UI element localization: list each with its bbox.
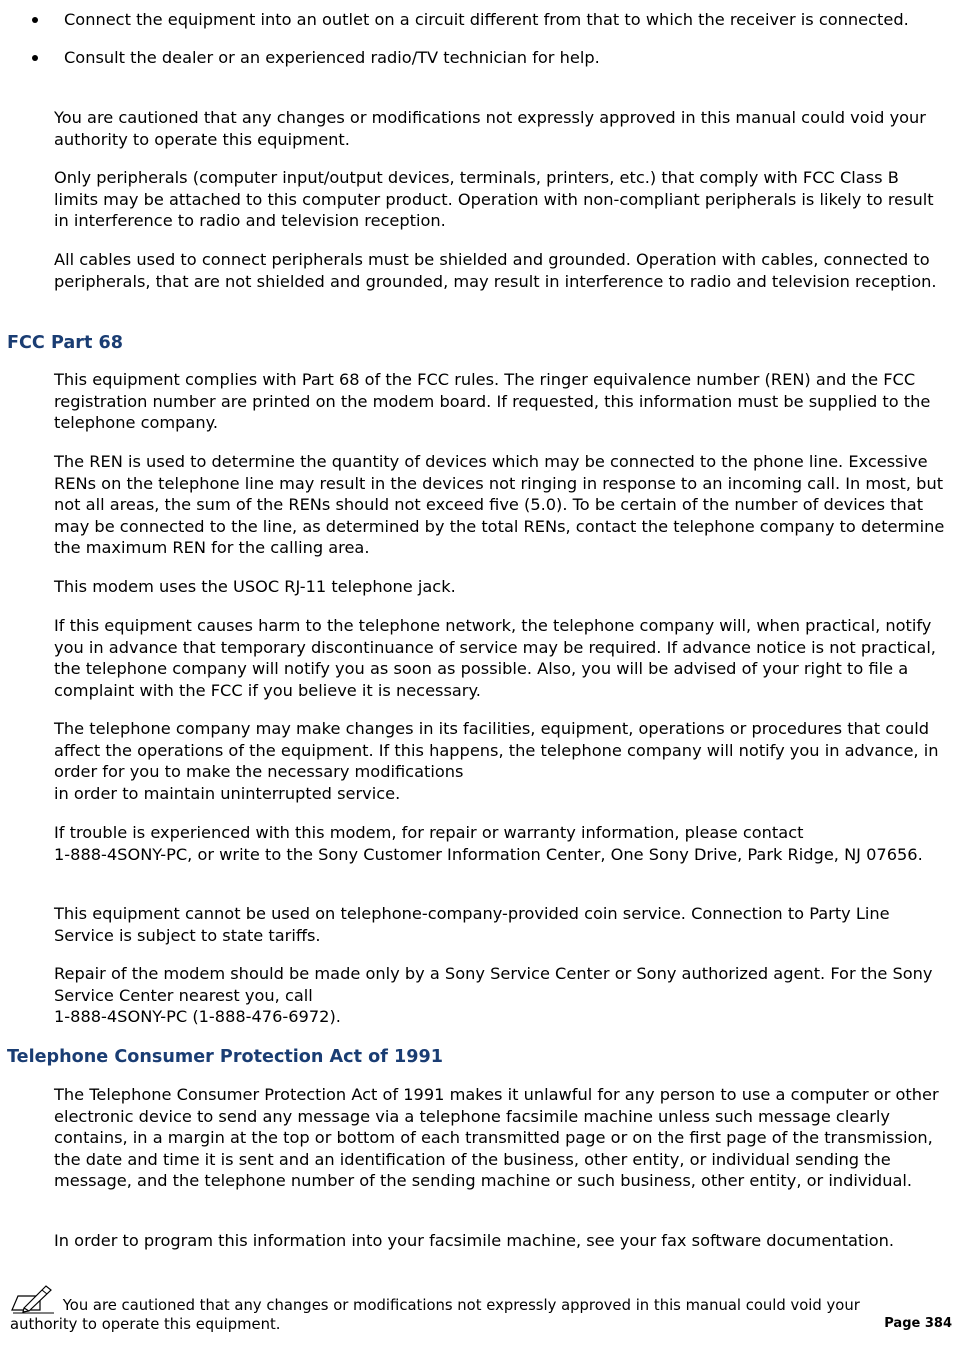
note xyxy=(10,1284,930,1334)
paragraph: Only peripherals (computer input/output devices, terminals, printers, etc.) that comply with FCC Class B limits may be attached to this computer product. Operation with non-compliant peripherals is likely to result in interference to radio and television reception. xyxy=(54,168,934,231)
paragraph: This modem uses the USOC RJ-11 telephone jack. xyxy=(54,577,456,596)
paragraph: This equipment cannot be used on telephone-company-provided coin service. Connection to Party Line Service is subject to state tariffs. xyxy=(54,904,890,945)
bullet-icon xyxy=(32,55,38,61)
bullet-text: Consult the dealer or an experienced radio/TV technician for help. xyxy=(64,47,600,67)
section-heading-tcpa: Telephone Consumer Protection Act of 1991 xyxy=(7,1047,443,1067)
bullet-icon xyxy=(32,17,38,23)
paragraph: If trouble is experienced with this modem, for repair or warranty information, please contact 1-888-4SONY-PC, or write to the Sony Customer Information Center, One Sony Drive, Park Ridge, NJ 07656. xyxy=(54,823,923,864)
paragraph: The Telephone Consumer Protection Act of 1991 makes it unlawful for any person to use a computer or other electronic device to send any message via a telephone facsimile machine unless such message clearly contains, in a margin at the top or bottom of each transmitted page or on the first page of the transmission, the date and time it is sent and an identification of the business, other entity, or individual sending the message, and the telephone number of the sending machine or such business, other entity, or individual. xyxy=(54,1085,939,1191)
paragraph: The REN is used to determine the quantity of devices which may be connected to the phone line. Excessive RENs on the telephone line may result in the devices not ringing in response to an incoming call. In most, but not all areas, the sum of the RENs should not exceed five (5.0). To be certain of the number of devices that may be connected to the line, as determined by the total RENs, contact the telephone company to determine the maximum REN for the calling area. xyxy=(54,452,945,558)
bullet-item xyxy=(0,9,954,31)
bullet-text: Connect the equipment into an outlet on a circuit different from that to which the receiver is connected. xyxy=(64,10,909,29)
bullet-list xyxy=(0,9,954,84)
note-pencil-icon xyxy=(10,1284,58,1314)
paragraph: If this equipment causes harm to the telephone network, the telephone company will, when practical, notify you in advance that temporary discontinuance of service may be required. If advance notice is not practical, the telephone company will notify you as soon as possible. Also, you will be advised of your right to file a complaint with the FCC if you believe it is necessary. xyxy=(54,616,936,700)
paragraph: All cables used to connect peripherals must be shielded and grounded. Operation with cables, connected to peripherals, that are not shielded and grounded, may result in interference to radio and television reception. xyxy=(54,250,937,291)
paragraph: In order to program this information into your facsimile machine, see your fax software documentation. xyxy=(54,1231,895,1250)
paragraph: This equipment complies with Part 68 of the FCC rules. The ringer equivalence number (REN) and the FCC registration number are printed on the modem board. If requested, this information must be supplied to the telephone company. xyxy=(54,370,931,433)
paragraph: The telephone company may make changes in its facilities, equipment, operations or procedures that could affect the operations of the equipment. If this happens, the telephone company will notify you in advance, in order for you to make the necessary modifications in order to maintain uninterrupted service. xyxy=(54,719,939,803)
note-text: You are cautioned that any changes or modifications not expressly approved in this manual could void your authority to operate this equipment. xyxy=(10,1297,860,1333)
paragraph: Repair of the modem should be made only by a Sony Service Center or Sony authorized agent. For the Sony Service Center nearest you, call 1-888-4SONY-PC (1-888-476-6972). xyxy=(54,964,933,1027)
section-heading-fcc-part-68: FCC Part 68 xyxy=(7,333,123,353)
bullet-item xyxy=(0,47,954,69)
paragraph: You are cautioned that any changes or modifications not expressly approved in this manual could void your authority to operate this equipment. xyxy=(54,108,926,149)
page-number: Page 384 xyxy=(884,1316,952,1331)
